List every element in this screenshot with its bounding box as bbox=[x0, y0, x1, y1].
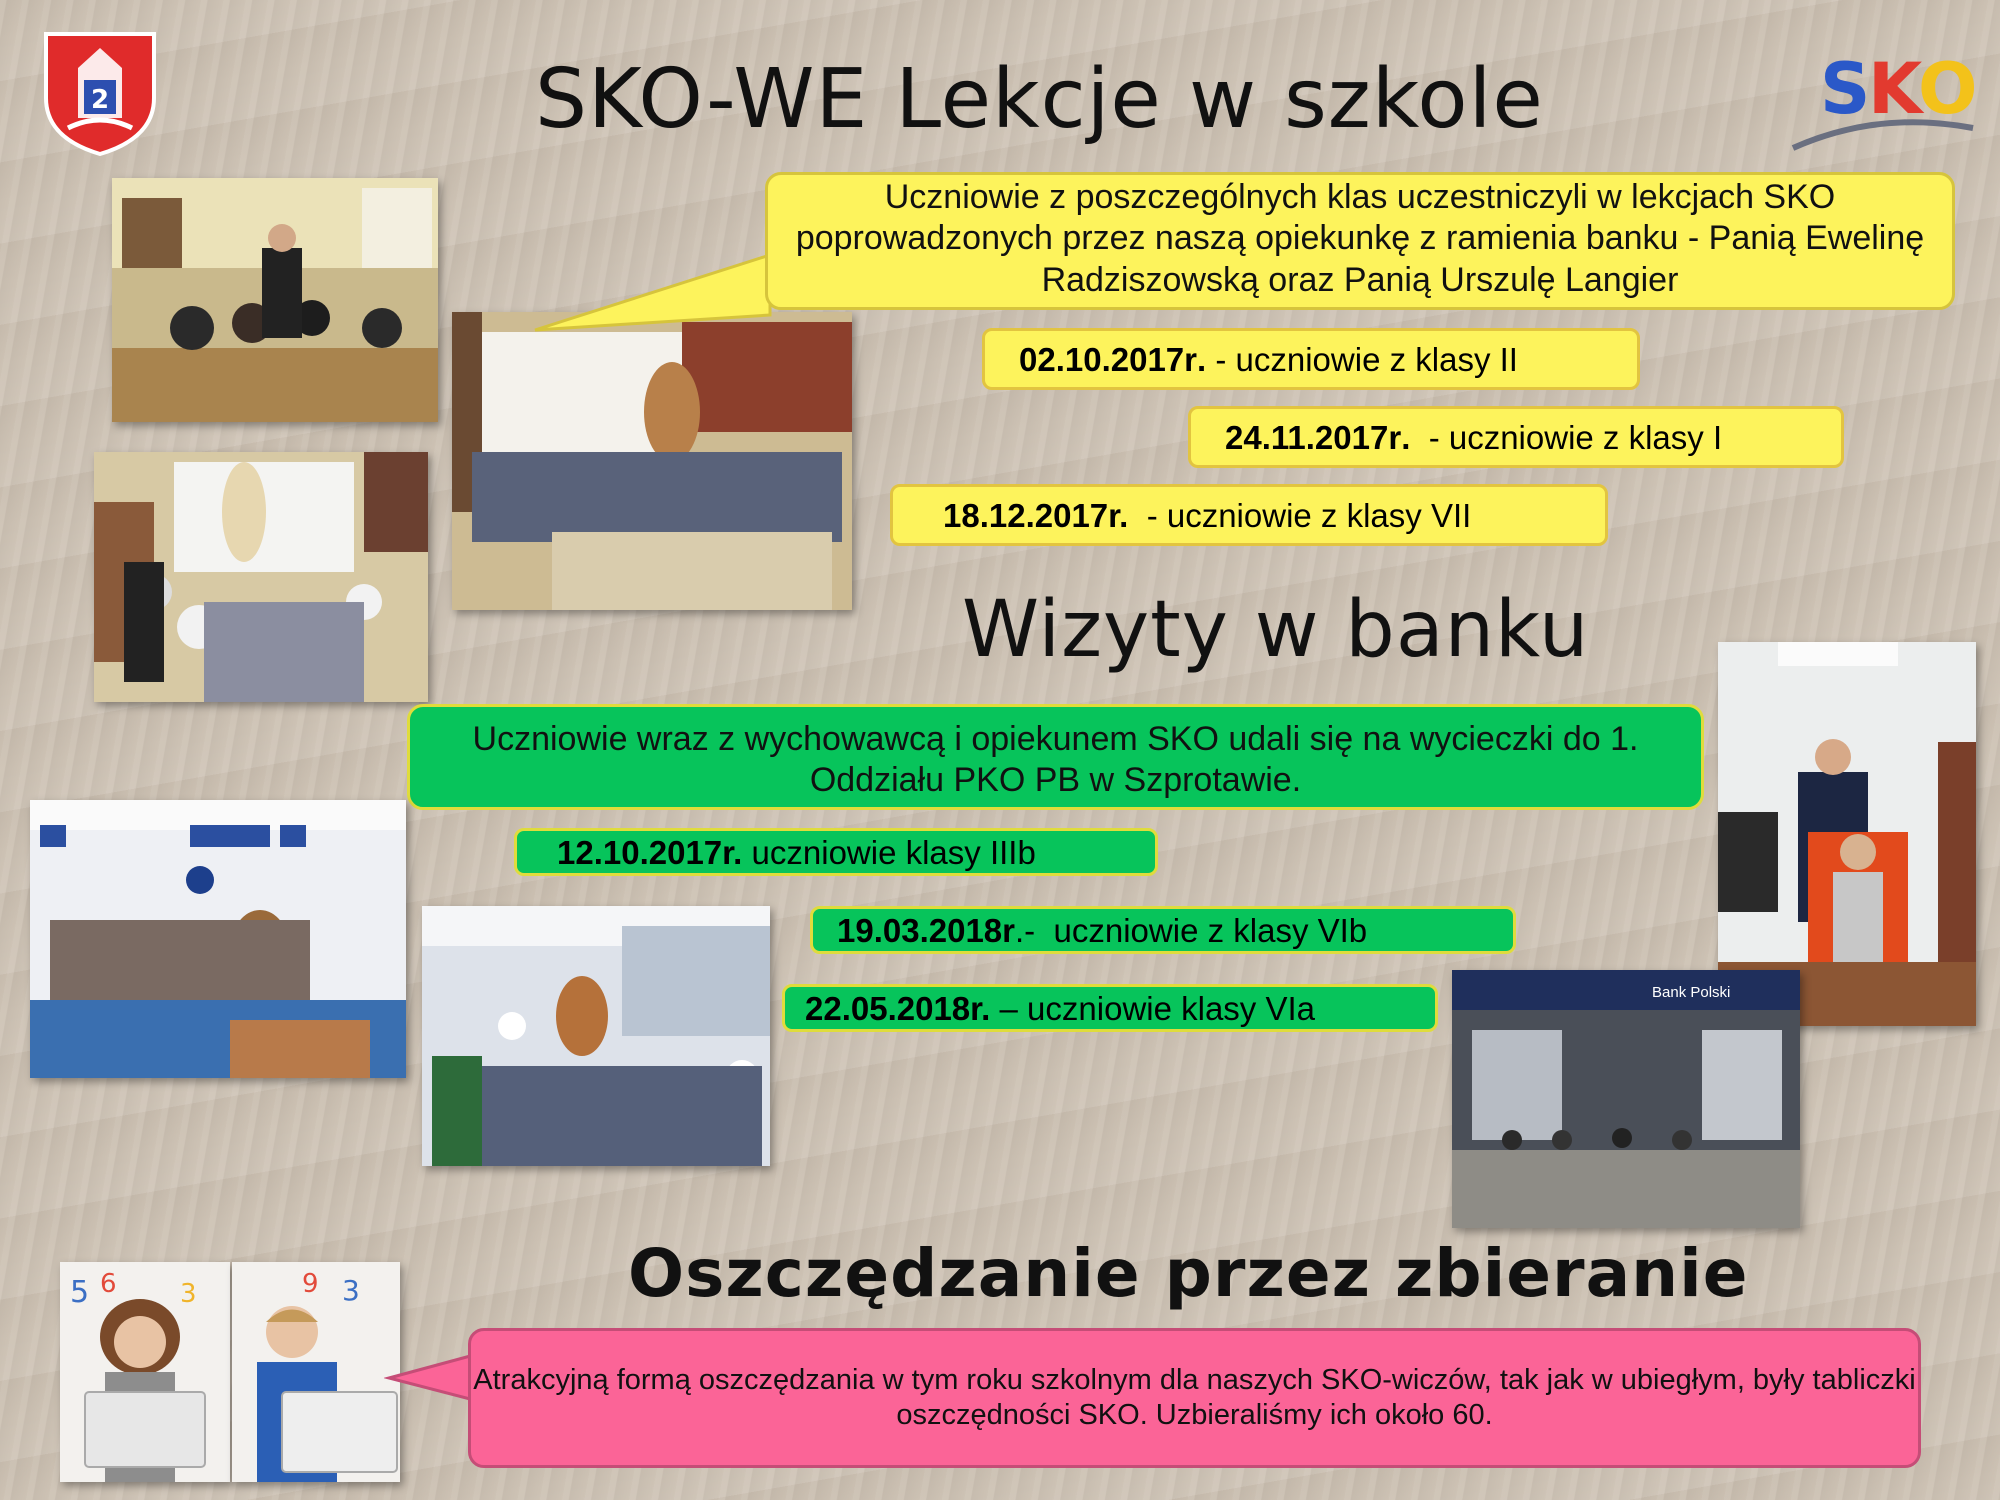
trip-date-2-desc: .- uczniowie z klasy VIb bbox=[1015, 911, 1368, 949]
trip-date-3 bbox=[782, 984, 1438, 1032]
lesson-date-1-sep: . bbox=[1197, 340, 1207, 378]
classroom-photo-1 bbox=[112, 178, 438, 422]
svg-text:3: 3 bbox=[180, 1279, 197, 1309]
trip-date-1 bbox=[514, 828, 1158, 876]
lesson-date-2 bbox=[1188, 406, 1844, 468]
trip-date-1-desc: uczniowie klasy IIIb bbox=[742, 833, 1036, 871]
school-crest-logo bbox=[38, 28, 162, 156]
lesson-date-2-sep: . bbox=[1401, 418, 1411, 456]
lesson-date-1-desc: - uczniowie z klasy II bbox=[1206, 340, 1518, 378]
classroom-photo-3 bbox=[452, 312, 852, 610]
trip-date-2 bbox=[810, 906, 1516, 954]
lessons-callout: Uczniowie z poszczególnych klas uczestniczyli w lekcjach SKO poprowadzonych przez naszą opiekunkę z ramienia banku - Panią Ewelinę Radziszowską oraz Panią Urszulę Langier bbox=[765, 172, 1955, 310]
lesson-date-3-desc: - uczniowie z klasy VII bbox=[1128, 496, 1472, 534]
trip-date-2-date: 19.03.2018r bbox=[837, 911, 1016, 949]
section-title-bank-visits: Wizyty w banku bbox=[962, 585, 1590, 675]
svg-text:6: 6 bbox=[100, 1269, 117, 1299]
bank-hall-photo bbox=[30, 800, 406, 1078]
saving-callout: Atrakcyjną formą oszczędzania w tym roku szkolnym dla naszych SKO-wiczów, tak jak w ubiegłym, były tabliczki oszczędności SKO. Uzbieraliśmy ich około 60. bbox=[468, 1328, 1921, 1468]
lessons-callout-pointer bbox=[530, 250, 780, 335]
bank-trips-callout: Uczniowie wraz z wychowawcą i opiekunem SKO udali się na wycieczki do 1. Oddziału PKO PB w Szprotawie. bbox=[407, 704, 1704, 810]
sko-logo bbox=[1780, 40, 1980, 160]
lesson-date-3-date: 18.12.2017r. bbox=[943, 496, 1129, 534]
lesson-date-1-date: 02.10.2017r bbox=[1019, 340, 1198, 378]
page-title: SKO-WE Lekcje w szkole bbox=[535, 52, 1544, 147]
sko-logo-letter-o: O bbox=[1918, 48, 1978, 130]
trip-date-3-date: 22.05.2018r. bbox=[805, 989, 991, 1027]
section-title-saving: Oszczędzanie przez zbieranie bbox=[628, 1235, 1749, 1312]
saving-girl-photo bbox=[60, 1262, 230, 1482]
lesson-date-2-date: 24.11.2017r bbox=[1225, 418, 1402, 456]
bank-sign-text: Bank Polski bbox=[1652, 984, 1731, 1001]
sko-logo-letter-s: S bbox=[1820, 48, 1871, 130]
svg-text:5: 5 bbox=[70, 1275, 90, 1310]
lesson-date-3 bbox=[890, 484, 1608, 546]
lesson-date-2-desc: - uczniowie z klasy I bbox=[1410, 418, 1723, 456]
bank-exterior-photo bbox=[1452, 970, 1800, 1228]
sko-logo-letter-k: K bbox=[1868, 48, 1923, 130]
saving-boy-photo bbox=[232, 1262, 400, 1482]
svg-text:9: 9 bbox=[302, 1269, 319, 1299]
lesson-date-1 bbox=[982, 328, 1640, 390]
trip-date-1-date: 12.10.2017r. bbox=[557, 833, 743, 871]
svg-text:3: 3 bbox=[342, 1274, 360, 1307]
crest-number: 2 bbox=[90, 85, 110, 115]
trip-date-3-desc: – uczniowie klasy VIa bbox=[990, 989, 1316, 1027]
classroom-photo-2 bbox=[94, 452, 428, 702]
bank-group-photo bbox=[422, 906, 770, 1166]
bank-office-photo bbox=[1718, 642, 1976, 1026]
